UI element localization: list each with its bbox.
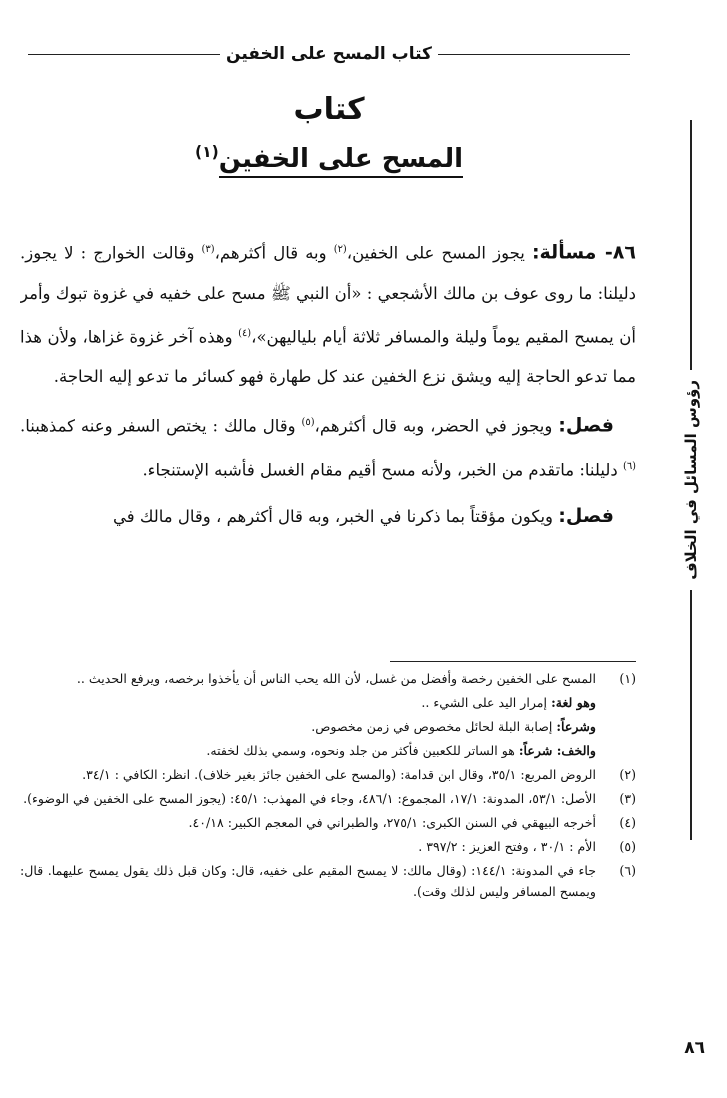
footnote-5 <box>20 836 636 857</box>
footnote-ref: (٥) <box>301 417 315 428</box>
header-rule-right <box>438 54 630 55</box>
text-run: وقال مالك : يختص السفر وعنه كمذهبنا. <box>20 416 302 436</box>
main-text <box>20 230 636 640</box>
footnote-ref: (٢) <box>333 244 347 255</box>
footnote-ref: (٤) <box>238 327 252 339</box>
paragraph-issue-86 <box>20 230 636 397</box>
footnote-number: (٢) <box>619 767 636 782</box>
side-book-title: رؤوس المسائل في الخلاف <box>682 380 700 580</box>
footnote-ref: (٦) <box>622 460 636 472</box>
page-number: ٨٦ <box>684 1038 705 1058</box>
text-run: دليلنا: ماتقدم من الخبر، ولأنه مسح أقيم مقام الغسل فأشبه الإستنجاء. <box>142 460 623 479</box>
side-margin-strip <box>675 120 707 840</box>
footnote-number: (٥) <box>619 839 636 854</box>
footnote-text: الأصل: ٥٣/١، المدونة: ١٧/١، المجموع: ٤٨٦/١، وجاء في المهذب: ٤٥/١: (يجوز المسح على الخفين في الوضوء). <box>23 791 596 806</box>
text-run: ويجوز في الحضر، وبه قال أكثرهم، <box>314 416 559 436</box>
footnote-4 <box>20 812 636 833</box>
chapter-word: كتاب <box>293 92 365 127</box>
text-run: وقالت الخوارج : لا يجوز. دليلنا: ما روى عوف بن مالك الأشجعي : «أن النبي ﷺ مسح على خفيه في غزوة تبوك وأمر أن يمسح المقيم يوماً وليلة والمسافر ثلاثة أيام بلياليهن»، <box>20 243 636 346</box>
text-run: ويكون مؤقتاً بما ذكرنا في الخبر، وبه قال أكثرهم ، وقال مالك في <box>112 507 559 526</box>
definition-text: إصابة البلة لحائل مخصوص في زمن مخصوص. <box>311 719 557 734</box>
footnote-number: (١) <box>619 671 636 686</box>
footnote-2 <box>20 764 636 785</box>
text-run: يجوز المسح على الخفين، <box>346 243 532 263</box>
footnote-3 <box>20 788 636 809</box>
footnote-text: أخرجه البيهقي في السنن الكبرى: ٢٧٥/١، والطبراني في المعجم الكبير: ٤٠/١٨. <box>188 815 596 830</box>
section-heading: فصل: <box>558 505 614 527</box>
chapter-title-text: المسح على الخفين <box>219 144 463 178</box>
footnote-separator <box>390 661 636 662</box>
chapter-title <box>22 143 636 174</box>
footnote-text: جاء في المدونة: ١٤٤/١: (وقال مالك: لا يمسح المقيم على خفيه، قال: وكان قبل ذلك يقول يمسح عليهما. قال: ويمسح المسافر وليس لذلك وقت). <box>20 863 596 899</box>
section-heading: فصل: <box>558 414 614 437</box>
definition-text: إمرار اليد على الشيء .. <box>421 695 552 710</box>
footnote-text: الأم : ٣٠/١ ، وفتح العزيز : ٣٩٧/٢ . <box>418 839 596 854</box>
side-rule-top <box>690 120 692 370</box>
text-run: وهذه آخر غزوة غزاها، ولأن هذا مما تدعو الحاجة إليه ويشق نزع الخفين عند كل طهارة فهو كسائر ما تدعو إليه الحاجة. <box>20 327 636 386</box>
footnote-number: (٤) <box>619 815 636 830</box>
paragraph-section-1 <box>20 403 636 490</box>
footnote-1 <box>20 668 636 689</box>
text-run: وبه قال أكثرهم، <box>214 243 334 263</box>
footnote-number: (٦) <box>619 863 636 878</box>
definition-key: والخف: شرعاً: <box>518 743 596 758</box>
footnote-6 <box>20 860 636 902</box>
paragraph-section-2 <box>20 496 636 537</box>
footnote-ref: (٣) <box>201 244 215 255</box>
footnotes <box>20 668 636 1008</box>
definition-key: وشرعاً: <box>556 719 596 734</box>
footnote-text: الروض المربع: ٣٥/١، وقال ابن قدامة: (والمسح على الخفين جائز بغير خلاف). انظر: الكافي : ٣٤/١. <box>82 767 596 782</box>
footnote-text: المسح على الخفين رخصة وأفضل من غسل، لأن الله يحب الناس أن يأخذوا برخصه، ويرفع الحديث .. <box>76 671 596 686</box>
header-rule-left <box>28 54 220 55</box>
running-title: كتاب المسح على الخفين <box>226 44 432 64</box>
issue-heading: ٨٦- مسألة: <box>531 241 636 264</box>
definition-key: وهو لغة: <box>551 695 596 710</box>
side-rule-bottom <box>690 590 692 840</box>
footnote-ref: (١) <box>194 143 219 161</box>
footnote-1-definition-2 <box>20 716 636 737</box>
footnote-1-definition-1 <box>20 692 636 713</box>
running-header <box>22 38 636 70</box>
footnote-1-definition-3 <box>20 740 636 761</box>
definition-text: هو الساتر للكعبين فأكثر من جلد ونحوه، وسمي بذلك لخفته. <box>206 743 519 758</box>
footnote-number: (٣) <box>619 791 636 806</box>
